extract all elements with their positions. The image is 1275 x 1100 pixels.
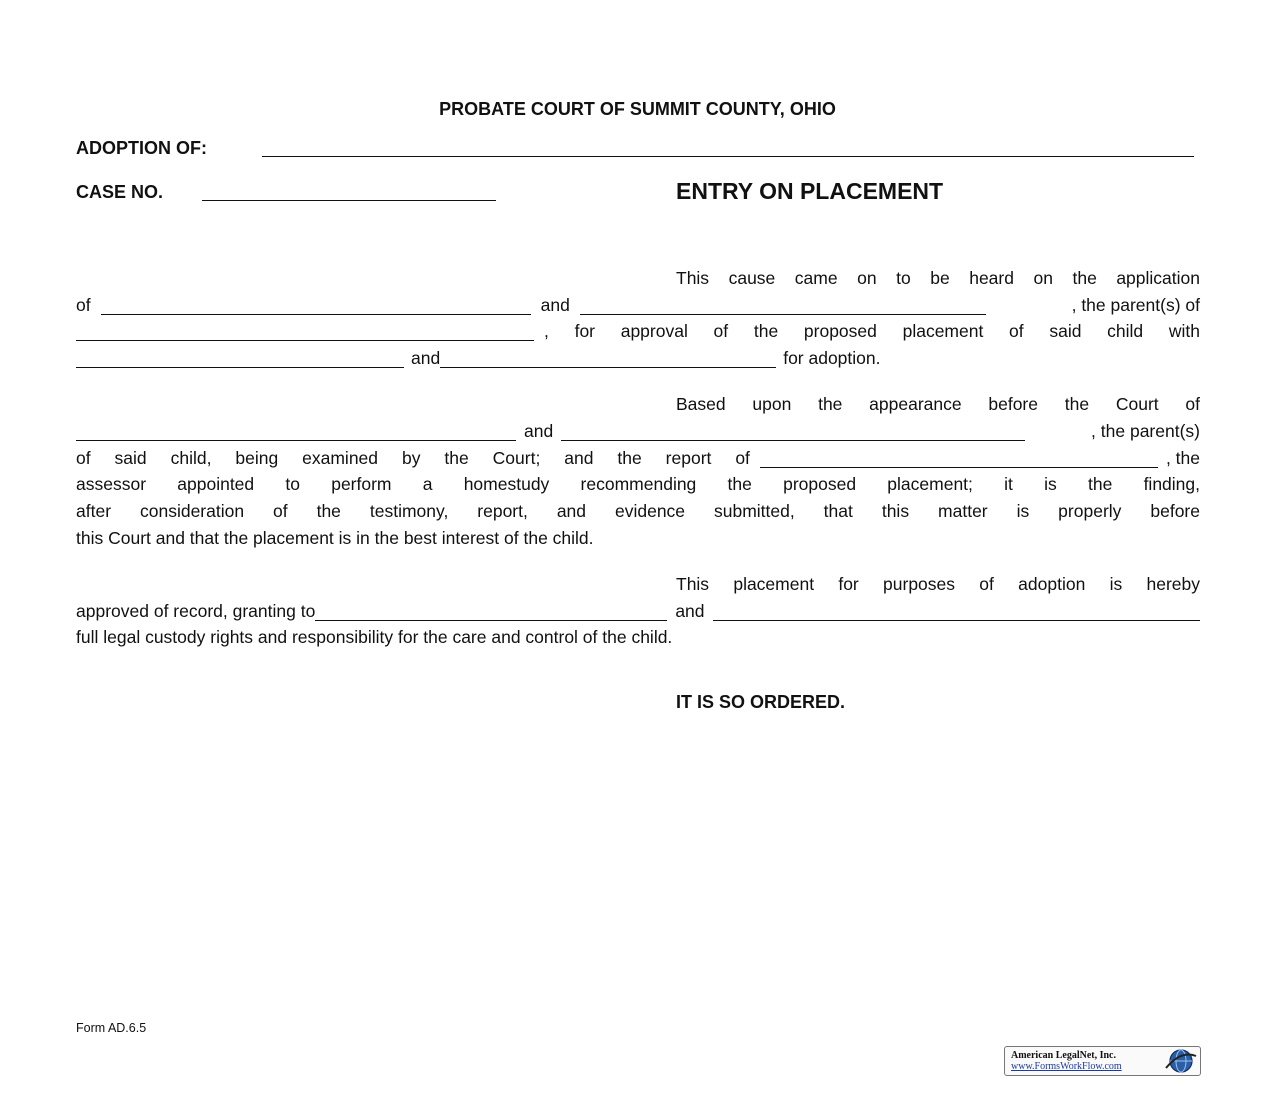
adoption-of-label: ADOPTION OF: xyxy=(76,138,207,158)
american-legalnet-logo[interactable] xyxy=(1004,1046,1201,1076)
para3-custody-line: full legal custody rights and responsibility for the care and control of the child. xyxy=(76,627,673,647)
child-name-field[interactable] xyxy=(76,323,534,341)
and-text: and xyxy=(675,601,705,621)
adoption-of-field[interactable] xyxy=(262,156,1194,157)
for-adoption-text: for adoption. xyxy=(783,348,881,368)
parents-of-text: , the parent(s) of xyxy=(1071,295,1200,315)
para3-line2 xyxy=(76,601,1200,621)
case-no-field[interactable] xyxy=(202,200,496,201)
form-number: Form AD.6.5 xyxy=(76,1021,147,1035)
para1-line4 xyxy=(76,348,1200,368)
parent2-field[interactable] xyxy=(561,423,1025,441)
applicant1-field[interactable] xyxy=(101,297,531,315)
para2-opening: Based upon the appearance before the Court of xyxy=(676,394,1200,414)
para1-line2 xyxy=(76,295,1200,315)
parents-text: , the parent(s) xyxy=(1091,421,1200,441)
para2-line2 xyxy=(76,421,1200,441)
para2-consideration-line: after consideration of the testimony, report, and evidence submitted, that this matter is properly before xyxy=(76,501,1200,521)
grantee2-field[interactable] xyxy=(713,603,1200,621)
so-ordered: IT IS SO ORDERED. xyxy=(676,692,846,712)
parent1-field[interactable] xyxy=(76,423,516,441)
logo-company: American LegalNet, Inc. xyxy=(1011,1050,1116,1061)
approval-text: , for approval of the proposed placement of said child with xyxy=(544,321,1200,341)
assessor-field[interactable] xyxy=(760,450,1158,468)
and2-text: and xyxy=(411,348,441,368)
para1-line3 xyxy=(76,321,1200,341)
and-text: and xyxy=(540,295,570,315)
grantee1-field[interactable] xyxy=(315,603,667,621)
para2-assessor-line: assessor appointed to perform a homestudy recommending the proposed placement; it is the finding, xyxy=(76,474,1200,494)
the-text: , the xyxy=(1165,448,1200,468)
entry-title: ENTRY ON PLACEMENT xyxy=(676,178,944,204)
of-text: of xyxy=(76,295,91,315)
placement2-field[interactable] xyxy=(440,350,776,368)
applicant2-field[interactable] xyxy=(580,297,986,315)
and-text: and xyxy=(524,421,554,441)
placement1-field[interactable] xyxy=(76,350,404,368)
case-no-label: CASE NO. xyxy=(76,182,164,202)
court-title: PROBATE COURT OF SUMMIT COUNTY, OHIO xyxy=(439,99,836,119)
examined-text: of said child, being examined by the Court; and the report of xyxy=(76,448,750,468)
para2-court-line: this Court and that the placement is in the best interest of the child. xyxy=(76,528,594,548)
logo-url[interactable]: www.FormsWorkFlow.com xyxy=(1011,1061,1122,1072)
globe-icon xyxy=(1160,1048,1198,1074)
para2-line3 xyxy=(76,448,1200,468)
approved-text: approved of record, granting to xyxy=(76,601,316,621)
para1-opening: This cause came on to be heard on the application xyxy=(676,268,1200,288)
para3-opening: This placement for purposes of adoption is hereby xyxy=(676,574,1200,594)
